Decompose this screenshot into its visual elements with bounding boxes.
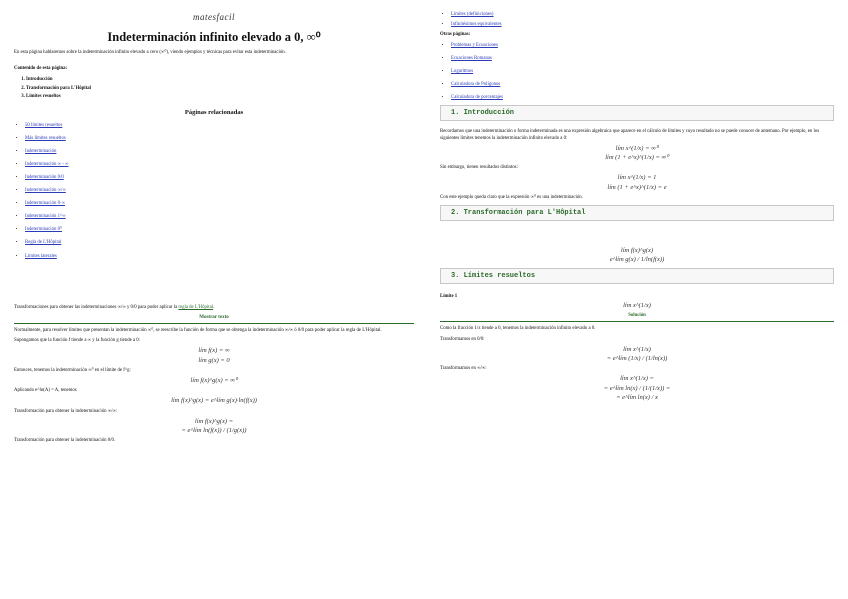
para: Transformación para obtener la indeterminación 0/0.: [14, 438, 116, 444]
math-expression: = e^lím ln(x) / x: [616, 393, 658, 401]
math-expression: lím x^(1/x): [623, 302, 651, 310]
math-expression: lím (1 + e^x)^(1/x) = ∞⁰: [605, 154, 669, 161]
related-link[interactable]: Indeterminación ∞ - ∞: [25, 161, 69, 167]
para: Normalmente, para resolver límites que presentan la indeterminación ∞⁰, se reescribe la función de forma que se obtenga la indeterminación ∞/∞ ó 0/0 para poder aplicar la regla de L'Hôpital.: [14, 328, 382, 334]
math-expression: lím x^(1/x): [623, 345, 651, 353]
solution-toggle[interactable]: Solución: [440, 313, 834, 322]
math-expression: lím f(x)^g(x) =: [194, 417, 234, 425]
contents-item[interactable]: 1. Introducción: [26, 77, 414, 83]
related-heading: Páginas relacionadas: [184, 109, 244, 117]
related-link[interactable]: Indeterminación: [25, 148, 57, 154]
math-expression: lím (1 + e^x)^(1/x) = e: [607, 183, 667, 191]
para: Transformación para obtener la indeterminación ∞/∞:: [14, 408, 118, 414]
contents-heading: Contenido de esta página:: [14, 65, 68, 71]
section-heading-transformation: 2. Transformación para L'Hôpital: [440, 205, 834, 221]
math-expression: = e^lím ln(x) / (1/(1/x)) =: [603, 384, 671, 392]
math-expression: = e^lím (1/x) / (1/ln(x)): [606, 355, 668, 363]
math-expression: lím x^(1/x) =: [620, 375, 654, 383]
other-link[interactable]: Ecuaciones Romanas: [451, 55, 492, 61]
show-text-toggle[interactable]: Mostrar texto: [14, 315, 414, 324]
extra-link[interactable]: Límites (definiciones): [451, 12, 494, 17]
right-page: [440, 0, 834, 599]
related-link[interactable]: Límites laterales: [25, 253, 57, 259]
math-expression: lím f(x)^g(x): [620, 247, 654, 255]
related-link[interactable]: Indeterminación 1^∞: [25, 214, 66, 220]
math-expression: e^lím g(x) / 1/ln(f(x)): [609, 256, 665, 264]
section-heading-solved-limits: 3. Límites resueltos: [440, 268, 834, 284]
intro-text: En esta página hablaremos sobre la indeterminación infinito elevado a cero (∞⁰), viendo ejemplos y técnicas para evitar esta indeterminación.: [14, 50, 286, 56]
contents-item[interactable]: 3. Límites resueltos: [26, 94, 414, 100]
math-expression: = e^lím ln(f(x)) / (1/g(x)): [181, 427, 247, 435]
other-link[interactable]: Calculadora de Polígonos: [451, 81, 501, 87]
math-expression: lím x^(1/x) = ∞⁰: [615, 144, 659, 152]
other-link[interactable]: Logaritmos: [451, 68, 474, 74]
lhopital-link[interactable]: regla de L'Hôpital: [178, 304, 214, 310]
related-link[interactable]: Más límites resueltos: [25, 135, 66, 141]
related-link[interactable]: Indeterminación 0/0: [25, 175, 64, 180]
transform-note: Transformaciones para obtener las indeterminaciones ∞/∞ y 0/0 para poder aplicar la regla de L'Hôpital.: [14, 304, 215, 310]
para: Como la fracción 1/x tiende a 0, tenemos la indeterminación infinito elevado a 0.: [440, 326, 596, 332]
extra-link[interactable]: Infinitésimos equivalentes: [451, 22, 502, 28]
math-expression: lím f(x)^g(x) = e^lím g(x)·ln(f(x)): [171, 397, 257, 405]
math-expression: lím x^(1/x) = 1: [617, 174, 657, 182]
related-list: [14, 123, 414, 260]
other-link[interactable]: Problemas y Ecuaciones: [451, 42, 498, 48]
para: Con este ejemplo queda claro que la expresión ∞⁰ es una indeterminación.: [440, 194, 583, 200]
limit-heading: Límite 1: [440, 293, 458, 299]
para: Sin embargo, tienen resultados distintos:: [440, 165, 518, 171]
para: Transformamos en 0/0:: [440, 336, 485, 342]
other-pages-list: [440, 43, 834, 102]
related-link[interactable]: 50 límites resueltos: [25, 122, 63, 128]
math-expression: lím f(x)^g(x) = ∞⁰: [190, 377, 238, 385]
other-pages-heading: Otras páginas:: [440, 32, 471, 38]
related-link[interactable]: Indeterminación 0⁰: [25, 227, 62, 233]
math-expression: lím g(x) = 0: [198, 356, 230, 364]
left-page: [14, 0, 414, 599]
related-link[interactable]: Indeterminación 0·∞: [25, 201, 66, 207]
site-logo[interactable]: matesfacil: [193, 12, 235, 22]
para: Recordamos que una indeterminación o forma indeterminada es una expresión algebraica que aparece en el cálculo de límites y cuyo resultado no se puede conocer de antemano. Por ejemplo, en los siguientes límites tenemos la indeterminación infinito elevado a 0:: [440, 129, 820, 141]
para: Transformamos en ∞/∞:: [440, 366, 487, 372]
math-expression: lím f(x) = ∞: [198, 347, 230, 355]
para: Entonces, tenemos la indeterminación ∞⁰ en el límite de f^g:: [14, 367, 131, 373]
contents-list: [14, 77, 414, 101]
para: Supongamos que la función f tiende a ∞ y la función g tiende a 0:: [14, 338, 140, 344]
related-link[interactable]: Indeterminación ∞/∞: [25, 188, 66, 194]
contents-item[interactable]: 2. Transformación para L'Hôpital: [26, 86, 414, 92]
section-heading-introduction: 1. Introducción: [440, 105, 834, 121]
page-title: Indeterminación infinito elevado a 0, ∞⁰: [107, 30, 321, 45]
related-link[interactable]: Regla de L'Hôpital: [25, 240, 62, 246]
other-link[interactable]: Calculadora de porcentajes: [451, 94, 503, 100]
extra-links: [440, 12, 834, 28]
para: Aplicando e^ln(A) = A, tenemos: [14, 388, 77, 394]
